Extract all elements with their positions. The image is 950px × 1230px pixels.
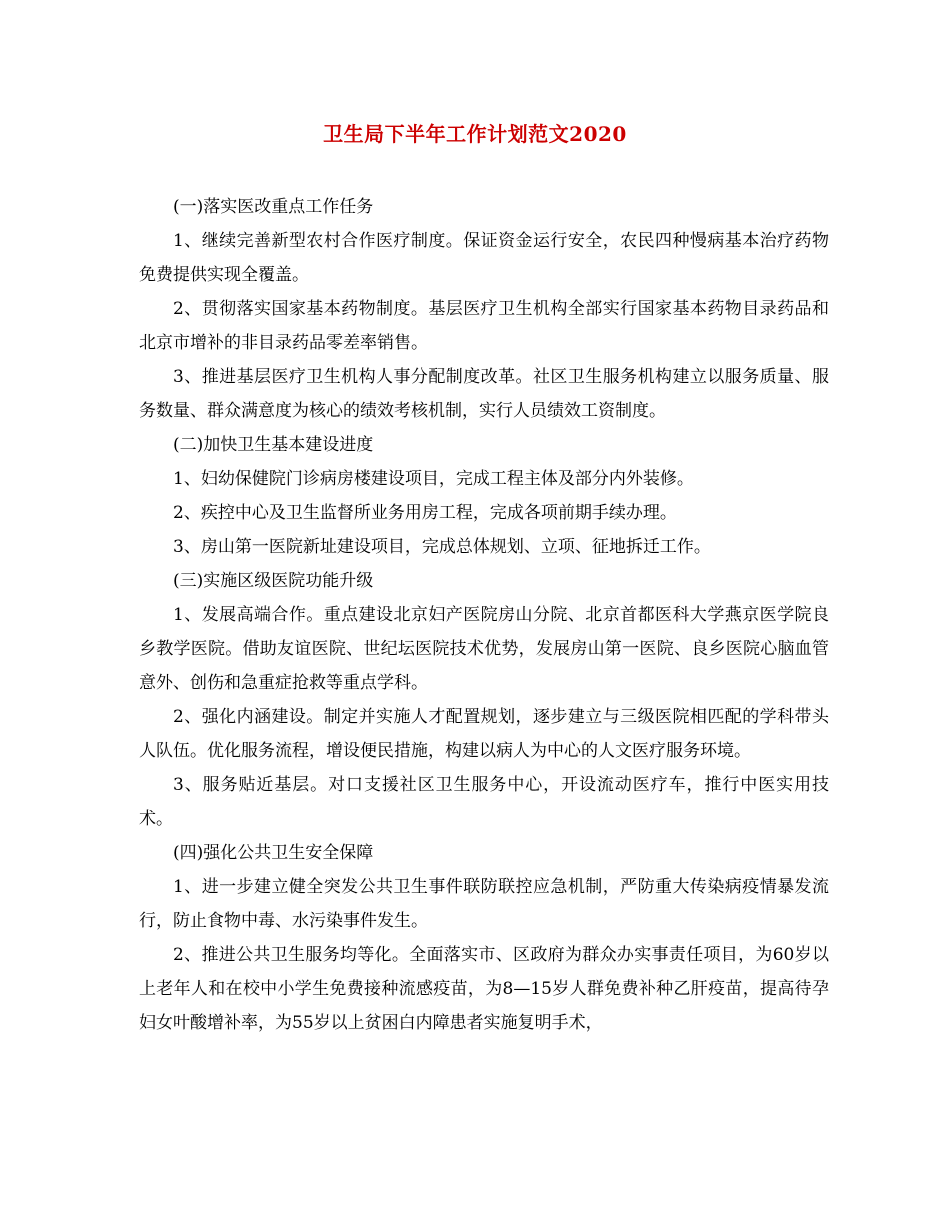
section-heading-4: (四)强化公共卫生安全保障 [173,843,374,863]
section-heading-2: (二)加快卫生基本建设进度 [173,435,374,455]
document-body [139,190,829,1040]
section-heading-1: (一)落实医改重点工作任务 [173,197,374,217]
paragraph: 2、强化内涵建设。制定并实施人才配置规划，逐步建立与三级医院相匹配的学科带头人队伍。优化服务流程，增设便民措施，构建以病人为中心的人文医疗服务环境。 [139,707,829,761]
section-heading-3: (三)实施区级医院功能升级 [173,571,374,591]
paragraph: 3、服务贴近基层。对口支援社区卫生服务中心，开设流动医疗车，推行中医实用技术。 [139,775,829,829]
paragraph: 1、妇幼保健院门诊病房楼建设项目，完成工程主体及部分内外装修。 [173,469,694,489]
paragraph: 3、房山第一医院新址建设项目，完成总体规划、立项、征地拆迁工作。 [173,537,711,557]
document-title: 卫生局下半年工作计划范文2020 [323,122,627,146]
paragraph: 2、贯彻落实国家基本药物制度。基层医疗卫生机构全部实行国家基本药物目录药品和北京市增补的非目录药品零差率销售。 [139,299,829,353]
paragraph: 2、推进公共卫生服务均等化。全面落实市、区政府为群众办实事责任项目，为60岁以上老年人和在校中小学生免费接种流感疫苗，为8—15岁人群免费补种乙肝疫苗，提高待孕妇女叶酸增补率，为55岁以上贫困白内障患者实施复明手术， [139,945,829,1033]
paragraph: 1、发展高端合作。重点建设北京妇产医院房山分院、北京首都医科大学燕京医学院良乡教学医院。借助友谊医院、世纪坛医院技术优势，发展房山第一医院、良乡医院心脑血管意外、创伤和急重症抢救等重点学科。 [139,605,829,693]
paragraph: 1、继续完善新型农村合作医疗制度。保证资金运行安全，农民四种慢病基本治疗药物免费提供实现全覆盖。 [139,231,829,285]
paragraph: 2、疾控中心及卫生监督所业务用房工程，完成各项前期手续办理。 [173,503,677,523]
paragraph: 1、进一步建立健全突发公共卫生事件联防联控应急机制，严防重大传染病疫情暴发流行，防止食物中毒、水污染事件发生。 [139,877,829,931]
paragraph: 3、推进基层医疗卫生机构人事分配制度改革。社区卫生服务机构建立以服务质量、服务数量、群众满意度为核心的绩效考核机制，实行人员绩效工资制度。 [139,367,829,421]
